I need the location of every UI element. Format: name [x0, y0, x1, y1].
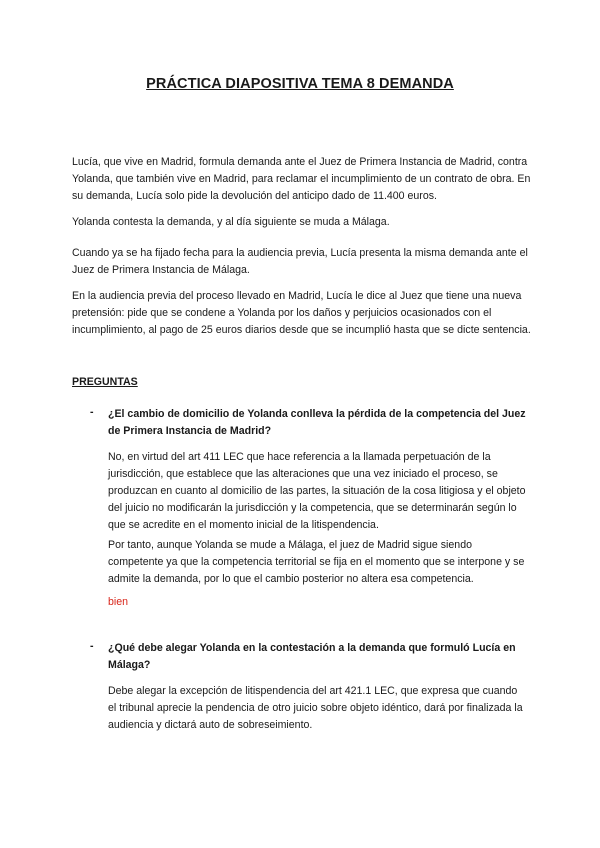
question-2-text: ¿Qué debe alegar Yolanda en la contestación a la demanda que formuló Lucía en Málaga? [108, 642, 516, 671]
document-title: PRÁCTICA DIAPOSITIVA TEMA 8 DEMANDA [146, 76, 454, 92]
question-1-answer-1: No, en virtud del art 411 LEC que hace referencia a la llamada perpetuación de la jurisdicción, que establece que las alteraciones que una vez iniciado el proceso, se produzcan en cuanto al domicilio de las partes, la situación de la cosa litigiosa y el objeto del juicio no modificarán la jurisdicción y la competencia, que se determinarán según lo que se acredite en el momento inicial de la litispendencia. [108, 451, 526, 531]
question-2-bullet: - [90, 640, 94, 652]
question-2-answer-1: Debe alegar la excepción de litispendencia del art 421.1 LEC, que expresa que cuando el tribunal aprecie la pendencia de otro juicio sobre objeto idéntico, dará por finalizada la audiencia y dictará auto de sobreseimiento. [108, 685, 523, 731]
question-1-answer-2: Por tanto, aunque Yolanda se mude a Málaga, el juez de Madrid sigue siendo competente ya que la competencia territorial se fija en el momento que se interpone y se admite la demanda, por lo que el cambio posterior no altera esa competencia. [108, 539, 525, 585]
question-1-remark: bien [108, 596, 129, 608]
question-1-bullet: - [90, 406, 94, 418]
intro-paragraph-2: Yolanda contesta la demanda, y al día siguiente se muda a Málaga. [72, 216, 390, 228]
intro-paragraph-3: Cuando ya se ha fijado fecha para la audiencia previa, Lucía presenta la misma demanda ante el Juez de Primera Instancia de Málaga. [72, 247, 528, 276]
intro-paragraph-1: Lucía, que vive en Madrid, formula demanda ante el Juez de Primera Instancia de Madrid, contra Yolanda, que también vive en Madrid, para reclamar el incumplimiento de un contrato de obra. En su demanda, Lucía solo pide la devolución del anticipo dado de 11.400 euros. [72, 156, 531, 202]
questions-heading: PREGUNTAS [72, 376, 138, 388]
question-1-text: ¿El cambio de domicilio de Yolanda conlleva la pérdida de la competencia del Juez de Primera Instancia de Madrid? [108, 408, 526, 437]
intro-paragraph-4: En la audiencia previa del proceso llevado en Madrid, Lucía le dice al Juez que tiene una nueva pretensión: pide que se condene a Yolanda por los daños y perjuicios ocasionados con el incumplimiento, al pago de 25 euros diarios desde que se incumplió hasta que se dicte sentencia. [72, 290, 531, 336]
